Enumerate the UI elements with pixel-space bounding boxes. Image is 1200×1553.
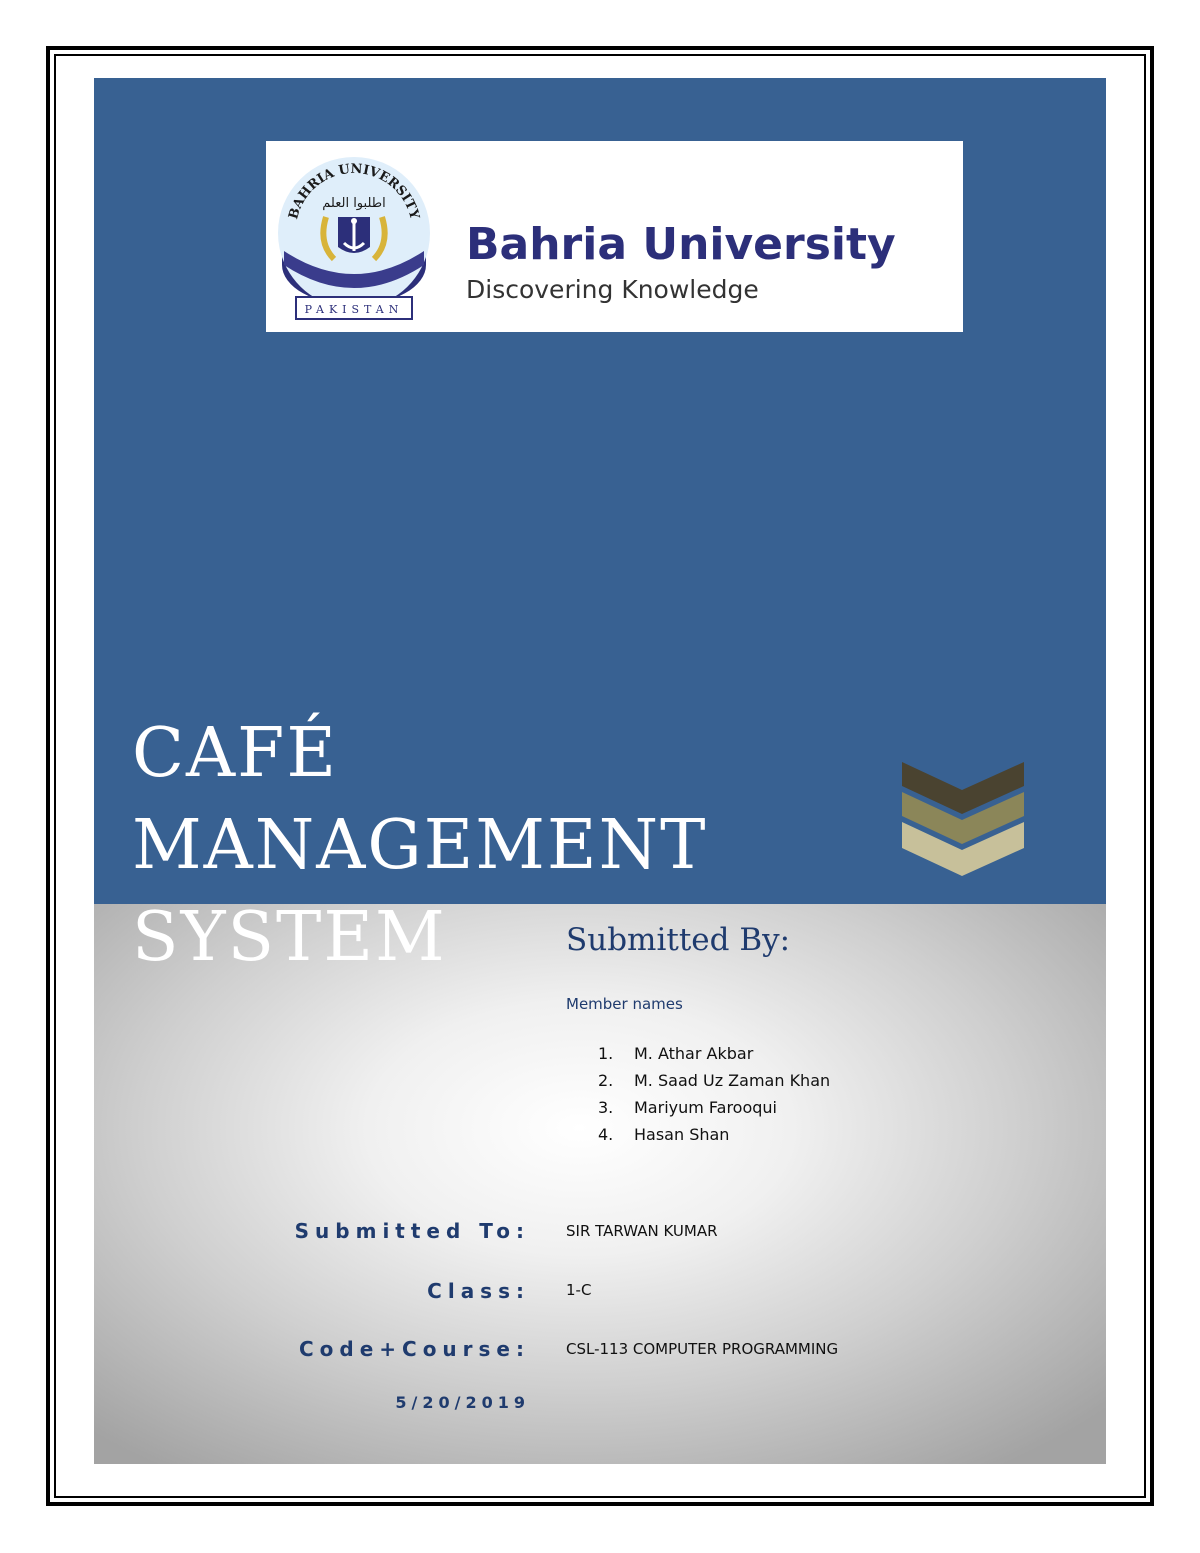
submission-date: 5/20/2019 — [395, 1393, 530, 1412]
member-number: 3. — [598, 1098, 614, 1117]
list-item — [598, 1098, 830, 1125]
member-number: 2. — [598, 1071, 614, 1090]
submitted-by-heading: Submitted By: — [566, 922, 791, 958]
seal-arc-text: BAHRIA UNIVERSITY — [286, 161, 422, 221]
submitted-to-value: SIR TARWAN KUMAR — [566, 1222, 718, 1240]
list-item — [598, 1071, 830, 1098]
list-item — [598, 1044, 830, 1071]
code-course-value: CSL-113 COMPUTER PROGRAMMING — [566, 1340, 839, 1358]
chevron-decoration-icon — [900, 760, 1026, 880]
member-name: M. Athar Akbar — [634, 1044, 754, 1063]
member-list — [598, 1044, 830, 1152]
university-seal-icon — [274, 147, 434, 327]
code-course-label: Code+Course: — [298, 1337, 530, 1361]
member-number: 4. — [598, 1125, 614, 1144]
cover-grey-panel — [94, 904, 1106, 1464]
title-line-2: SYSTEM — [132, 898, 447, 977]
member-name: Mariyum Farooqui — [634, 1098, 777, 1117]
title-line-1: CAFÉ MANAGEMENT — [132, 714, 708, 885]
member-number: 1. — [598, 1044, 614, 1063]
member-name: M. Saad Uz Zaman Khan — [634, 1071, 831, 1090]
seal-motto: اطلبوا العلم — [322, 196, 386, 211]
document-title — [132, 708, 912, 984]
university-logo — [266, 141, 963, 332]
class-value: 1-C — [566, 1281, 592, 1299]
member-names-label: Member names — [566, 995, 683, 1013]
class-label: Class: — [427, 1279, 530, 1303]
seal-banner-text: PAKISTAN — [304, 303, 404, 316]
university-name: Bahria University — [466, 219, 896, 270]
submitted-to-label: Submitted To: — [294, 1219, 530, 1243]
university-tagline: Discovering Knowledge — [466, 275, 759, 304]
list-item — [598, 1125, 830, 1152]
member-name: Hasan Shan — [634, 1125, 730, 1144]
